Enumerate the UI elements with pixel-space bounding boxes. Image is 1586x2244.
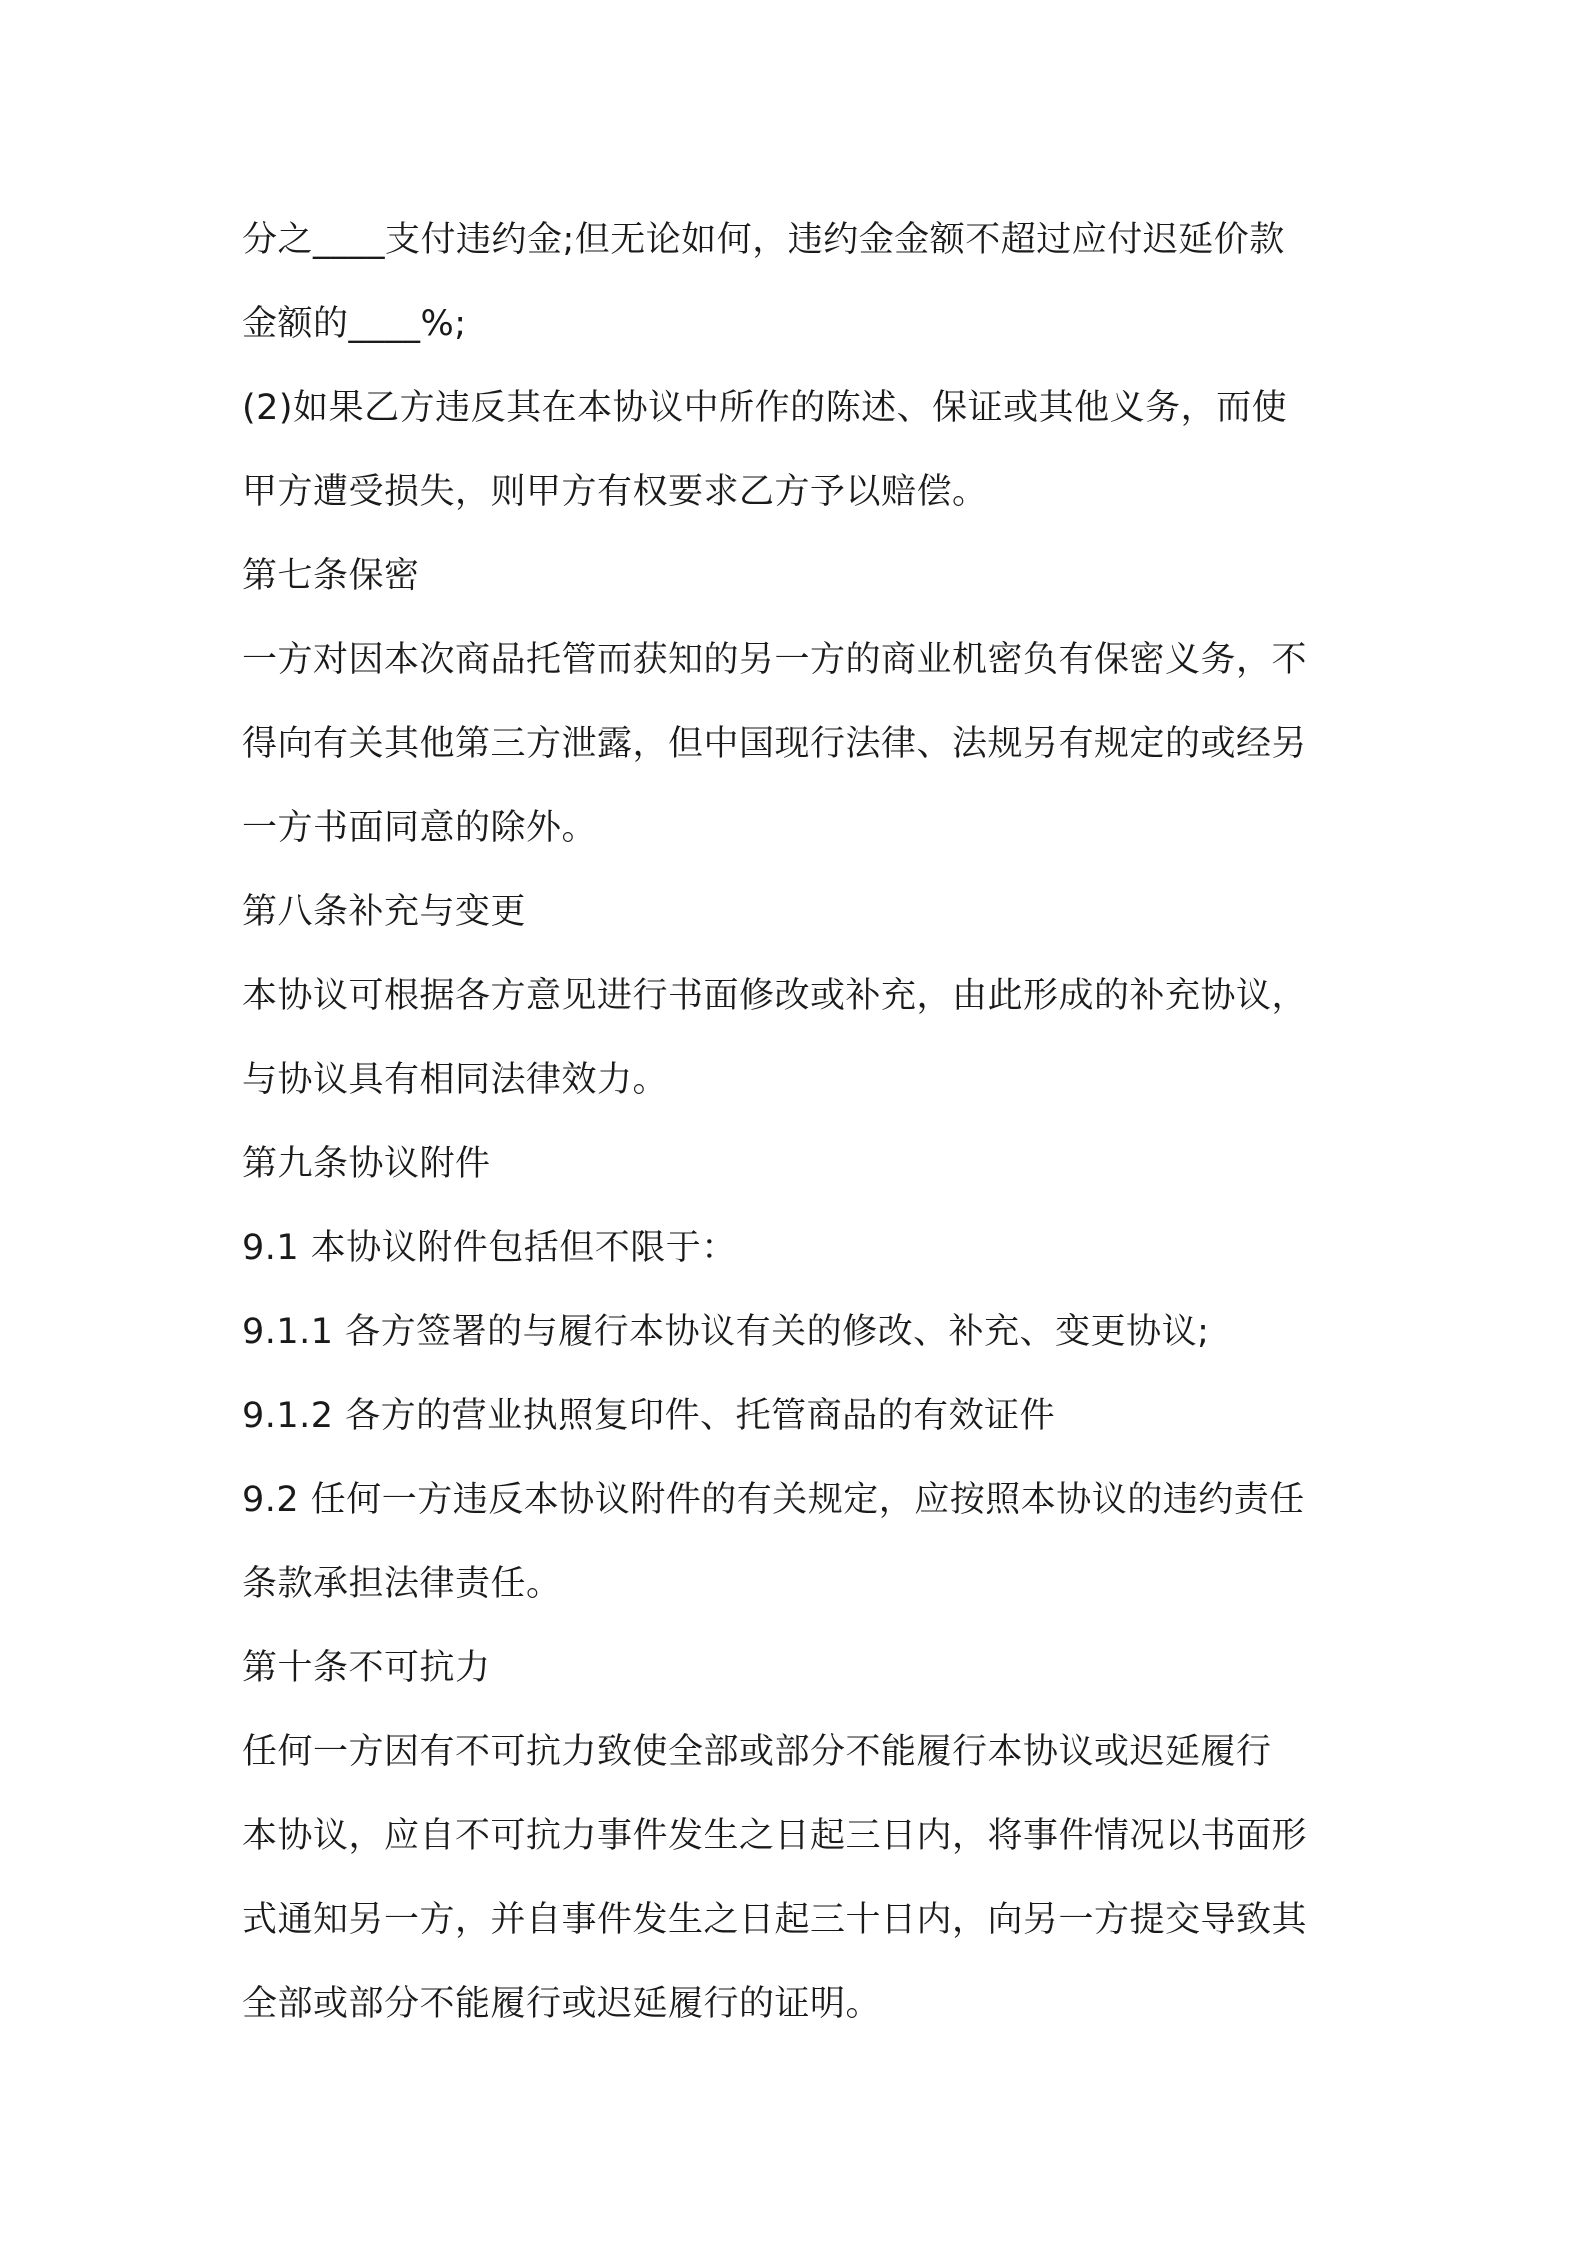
text-line: 分之____支付违约金;但无论如何，违约金金额不超过应付迟延价款: [242, 220, 1285, 260]
section-heading: 第八条补充与变更: [242, 892, 527, 932]
text-line: 式通知另一方，并自事件发生之日起三十日内，向另一方提交导致其: [242, 1900, 1308, 1940]
text-line: (2)如果乙方违反其在本协议中所作的陈述、保证或其他义务，而使: [242, 388, 1288, 428]
section-heading: 第九条协议附件: [242, 1144, 491, 1184]
text-line: 与协议具有相同法律效力。: [242, 1060, 669, 1100]
text-line: 9.2 任何一方违反本协议附件的有关规定，应按照本协议的违约责任: [242, 1480, 1305, 1520]
text-line: 9.1.2 各方的营业执照复印件、托管商品的有效证件: [242, 1396, 1056, 1436]
text-line: 得向有关其他第三方泄露，但中国现行法律、法规另有规定的或经另: [242, 724, 1308, 764]
text-line: 本协议，应自不可抗力事件发生之日起三日内，将事件情况以书面形: [242, 1816, 1308, 1856]
document-body: [242, 198, 1358, 2046]
text-line: 9.1 本协议附件包括但不限于：: [242, 1228, 737, 1268]
text-line: 本协议可根据各方意见进行书面修改或补充，由此形成的补充协议，: [242, 976, 1308, 1016]
section-heading: 第十条不可抗力: [242, 1648, 491, 1688]
text-line: 9.1.1 各方签署的与履行本协议有关的修改、补充、变更协议;: [242, 1312, 1210, 1352]
text-line: 全部或部分不能履行或迟延履行的证明。: [242, 1984, 882, 2024]
section-heading: 第七条保密: [242, 556, 420, 596]
text-line: 一方对因本次商品托管而获知的另一方的商业机密负有保密义务，不: [242, 640, 1308, 680]
text-line: 甲方遭受损失，则甲方有权要求乙方予以赔偿。: [242, 472, 988, 512]
text-line: 金额的____%;: [242, 304, 467, 344]
text-line: 任何一方因有不可抗力致使全部或部分不能履行本协议或迟延履行: [242, 1732, 1272, 1772]
text-line: 一方书面同意的除外。: [242, 808, 598, 848]
text-line: 条款承担法律责任。: [242, 1564, 562, 1604]
